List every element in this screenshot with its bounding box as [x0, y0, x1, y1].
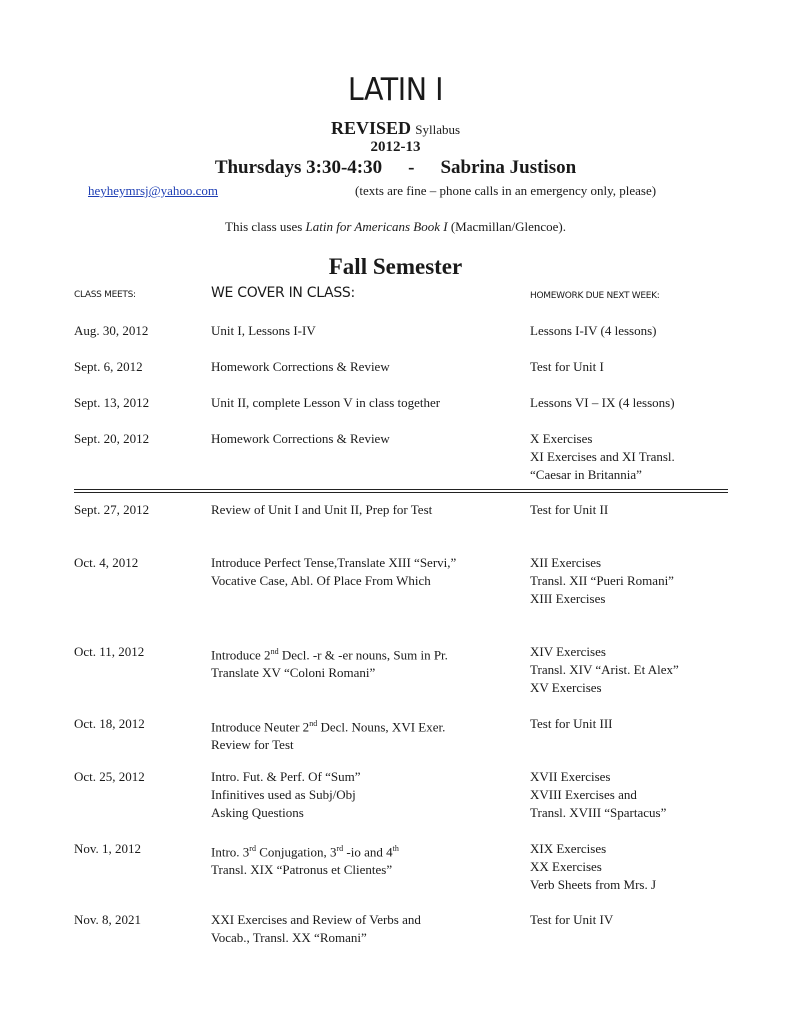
homework-line: Lessons VI – IX (4 lessons) [530, 395, 675, 410]
class-topics [211, 840, 399, 879]
homework [530, 394, 675, 412]
subtitle [0, 118, 791, 139]
semester-heading: Fall Semester [328, 254, 463, 279]
homework-line: Test for Unit I [530, 359, 604, 374]
homework-line: XIV Exercises [530, 644, 606, 659]
class-topics [211, 768, 360, 822]
school-year: 2012-13 [370, 139, 421, 155]
class-topics [211, 430, 390, 448]
meeting-date: Aug. 30, 2012 [74, 323, 149, 338]
topic-line: Introduce 2nd Decl. -r & -er nouns, Sum in Pr. [211, 647, 448, 663]
homework-line: XVIII Exercises and [530, 787, 637, 802]
homework [530, 554, 674, 608]
book-prefix: This class uses [225, 219, 306, 234]
class-topics [211, 554, 456, 590]
topic-line: Vocab., Transl. XX “Romani” [211, 930, 367, 945]
homework-line: Transl. XII “Pueri Romani” [530, 573, 674, 588]
topic-line: Unit II, complete Lesson V in class together [211, 395, 441, 410]
topic-line: Vocative Case, Abl. Of Place From Which [211, 573, 431, 588]
topic-line: Infinitives used as Subj/Obj [211, 787, 356, 802]
subtitle-syllabus: Syllabus [415, 122, 461, 137]
homework [530, 322, 657, 340]
homework-line: XV Exercises [530, 680, 602, 695]
class-topics [211, 911, 421, 947]
textbook-line [0, 219, 791, 235]
book-title: Latin for Americans Book I [305, 219, 448, 234]
column-header-meets: CLASS MEETS: [74, 290, 136, 300]
topic-line: Homework Corrections & Review [211, 431, 390, 446]
meeting-date: Nov. 1, 2012 [74, 841, 142, 856]
teacher-name: Sabrina Justison [440, 157, 577, 178]
topic-line: Unit I, Lessons I-IV [211, 323, 316, 338]
homework [530, 643, 679, 697]
homework-line: XIX Exercises [530, 841, 607, 856]
homework-line: “Caesar in Britannia” [530, 467, 642, 482]
topic-line: Intro. 3rd Conjugation, 3rd -io and 4th [211, 844, 399, 860]
homework [530, 430, 675, 484]
homework [530, 358, 604, 376]
homework-line: XX Exercises [530, 859, 602, 874]
homework [530, 911, 613, 929]
topic-line: Transl. XIX “Patronus et Clientes” [211, 862, 393, 878]
homework-line: XVII Exercises [530, 769, 611, 784]
homework [530, 768, 666, 822]
meeting-date: Sept. 20, 2012 [74, 431, 150, 446]
meeting-date: Sept. 27, 2012 [74, 502, 150, 517]
topic-line: Introduce Neuter 2nd Decl. Nouns, XVI Exer. [211, 719, 446, 735]
meeting-date: Oct. 11, 2012 [74, 644, 145, 659]
class-topics [211, 715, 445, 754]
separator: - [408, 157, 415, 178]
homework [530, 715, 612, 733]
class-topics [211, 501, 432, 519]
column-header-cover: WE COVER IN CLASS: [211, 285, 355, 301]
contact-note: (texts are fine – phone calls in an emergency only, please) [355, 183, 657, 198]
topic-line: Intro. Fut. & Perf. Of “Sum” [211, 769, 361, 784]
meeting-date: Nov. 8, 2021 [74, 912, 142, 927]
class-topics [211, 643, 448, 682]
book-suffix: (Macmillan/Glencoe). [447, 219, 566, 234]
topic-line: Review for Test [211, 737, 294, 753]
subtitle-revised: REVISED [330, 118, 411, 138]
email-link[interactable]: heyheymrsj@yahoo.com [88, 183, 219, 198]
topic-line: Asking Questions [211, 805, 304, 820]
topic-line: XXI Exercises and Review of Verbs and [211, 912, 421, 927]
homework [530, 840, 656, 894]
column-header-homework: HOMEWORK DUE NEXT WEEK: [530, 291, 660, 301]
double-rule-top [74, 489, 728, 490]
meeting-date: Sept. 6, 2012 [74, 359, 143, 374]
meeting-date: Oct. 18, 2012 [74, 716, 145, 731]
homework-line: Transl. XIV “Arist. Et Alex” [530, 662, 679, 677]
class-topics [211, 322, 316, 340]
homework-line: Transl. XVIII “Spartacus” [530, 805, 667, 820]
page-title: LATIN I [347, 72, 444, 108]
meeting-date: Oct. 25, 2012 [74, 769, 145, 784]
homework-line: XIII Exercises [530, 591, 606, 606]
topic-line: Introduce Perfect Tense,Translate XIII “Servi,” [211, 555, 457, 570]
topic-line: Homework Corrections & Review [211, 359, 390, 374]
homework-line: Verb Sheets from Mrs. J [530, 877, 657, 892]
topic-line: Translate XV “Coloni Romani” [211, 665, 376, 681]
meeting-date: Oct. 4, 2012 [74, 555, 139, 570]
topic-line: Review of Unit I and Unit II, Prep for Test [211, 502, 433, 517]
double-rule-bottom [74, 492, 728, 493]
class-topics [211, 358, 390, 376]
homework-line: Test for Unit IV [530, 912, 614, 927]
homework-line: Test for Unit II [530, 502, 609, 517]
homework [530, 501, 608, 519]
homework-line: Test for Unit III [530, 716, 613, 731]
schedule-line [0, 157, 791, 179]
homework-line: Lessons I-IV (4 lessons) [530, 323, 657, 338]
homework-line: XII Exercises [530, 555, 602, 570]
meeting-date: Sept. 13, 2012 [74, 395, 150, 410]
schedule: Thursdays 3:30-4:30 [214, 157, 383, 178]
homework-line: XI Exercises and XI Transl. [530, 449, 675, 464]
class-topics [211, 394, 440, 412]
homework-line: X Exercises [530, 431, 593, 446]
